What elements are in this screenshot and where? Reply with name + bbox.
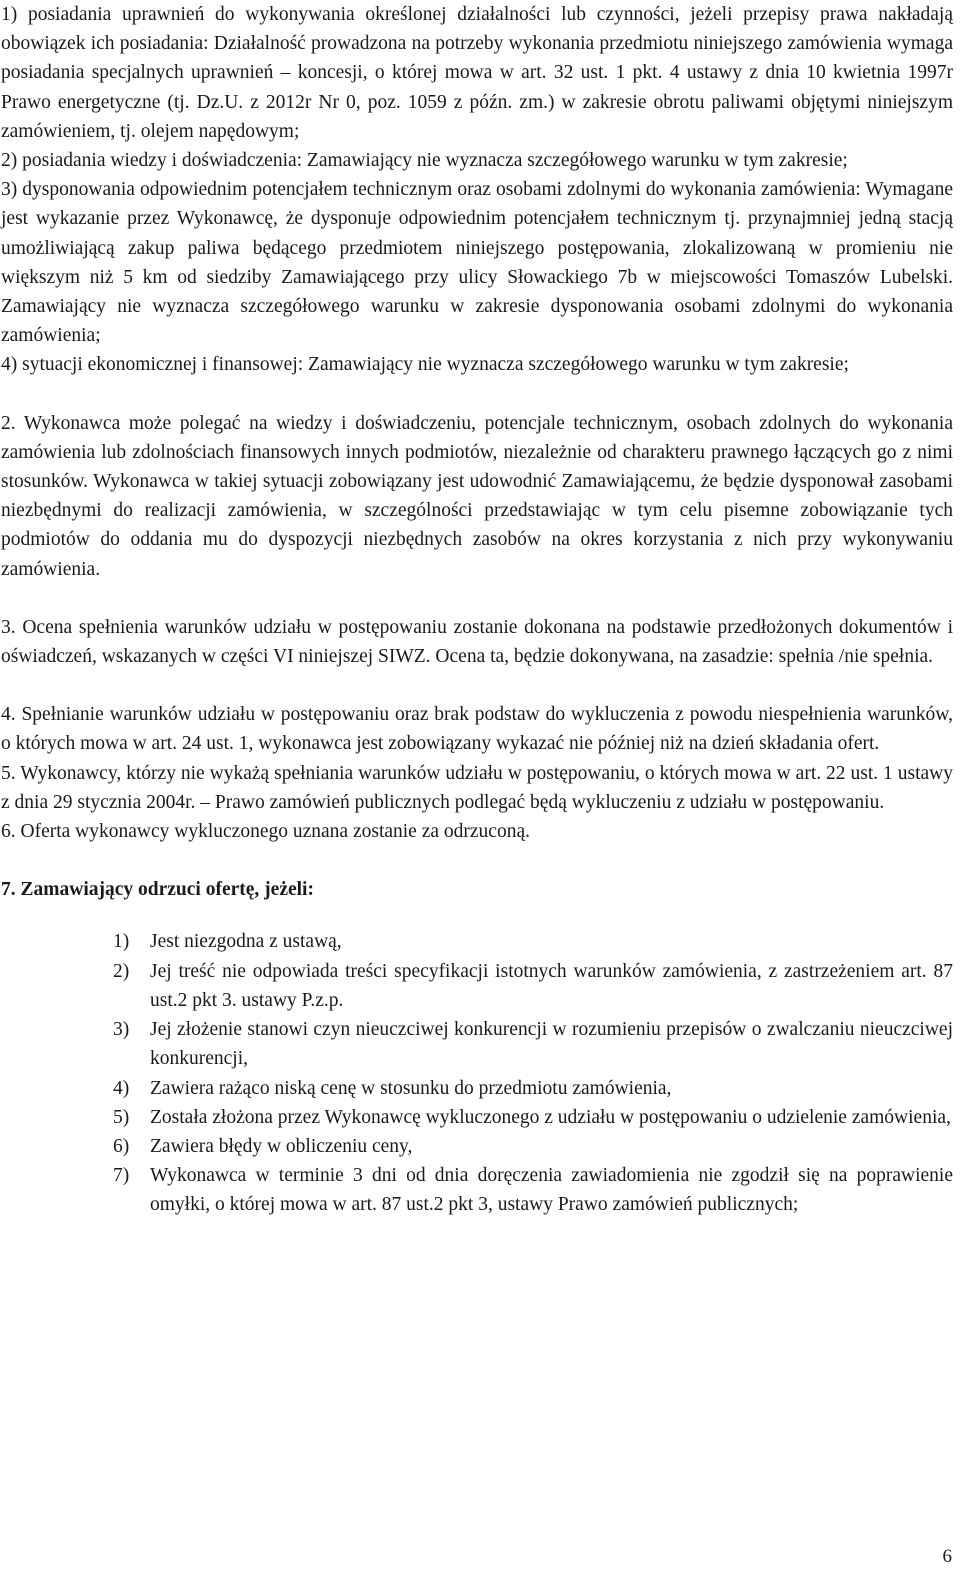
list-item-number: 3) <box>113 1019 130 1041</box>
list-item <box>1 1074 953 1103</box>
list-item-number: 6) <box>113 1135 130 1157</box>
rejection-reasons-list <box>1 927 953 1219</box>
list-item-number: 4) <box>113 1077 130 1099</box>
list-item-number: 7) <box>113 1165 130 1187</box>
condition-item-4: 4) sytuacji ekonomicznej i finansowej: Zamawiający nie wyznacza szczegółowego warunku w tym zakresie; <box>1 354 849 376</box>
list-item-text: Została złożona przez Wykonawcę wykluczonego z udziału w postępowaniu o udzielenie zamówienia, <box>150 1106 951 1128</box>
list-item-text: Jej treść nie odpowiada treści specyfikacji istotnych warunków zamówienia, z zastrzeżeniem art. 87 ust.2 pkt 3. ustawy P.z.p. <box>150 960 953 1011</box>
list-item-text: Wykonawca w terminie 3 dni od dnia doręczenia zawiadomienia nie zgodził się na poprawienie omyłki, o której mowa w art. 87 ust.2 pkt 3, ustawy Prawo zamówień publicznych; <box>150 1165 953 1216</box>
list-item <box>1 927 953 956</box>
list-item-text: Jej złożenie stanowi czyn nieuczciwej konkurencji w rozumieniu przepisów o zwalczaniu nieuczciwej konkurencji, <box>150 1019 953 1070</box>
section-4-paragraph: 4. Spełnianie warunków udziału w postępowaniu oraz brak podstaw do wykluczenia z powodu niespełnienia warunków, o których mowa w art. 24 ust. 1, wykonawca jest zobowiązany wykazać nie później niż na dzień składania ofert. <box>1 704 953 755</box>
condition-item-1: 1) posiadania uprawnień do wykonywania określonej działalności lub czynności, jeżeli przepisy prawa nakładają obowiązek ich posiadania: Działalność prowadzona na potrzeby wykonania przedmiotu niniejszego zamówienia wymaga posiadania specjalnych uprawnień – koncesji, o której mowa w art. 32 ust. 1 pkt. 4 ustawy z dnia 10 kwietnia 1997r Prawo energetyczne (tj. Dz.U. z 2012r Nr 0, poz. 1059 z późn. zm.) w zakresie obrotu paliwami objętymi niniejszym zamówieniem, tj. olejem napędowym; <box>1 4 953 142</box>
list-item <box>1 1015 953 1073</box>
section-7-heading: 7. Zamawiający odrzuci ofertę, jeżeli: <box>1 879 314 901</box>
condition-item-3: 3) dysponowania odpowiednim potencjałem technicznym oraz osobami zdolnymi do wykonania zamówienia: Wymagane jest wykazanie przez Wykonawcę, że dysponuje odpowiednim potencjałem technicznym tj. przynajmniej jedną stacją umożliwiającą zakup paliwa będącego przedmiotem niniejszego postępowania, zlokalizowaną w promieniu nie większym niż 5 km od siedziby Zamawiającego przy ulicy Słowackiego 7b w miejscowości Tomaszów Lubelski. Zamawiający nie wyznacza szczegółowego warunku w zakresie dysponowania osobami zdolnymi do wykonania zamówienia; <box>1 179 953 347</box>
section-2-paragraph: 2. Wykonawca może polegać na wiedzy i doświadczeniu, potencjale technicznym, osobach zdolnych do wykonania zamówienia lub zdolnościach finansowych innych podmiotów, niezależnie od charakteru prawnego łączących go z nimi stosunków. Wykonawca w takiej sytuacji zobowiązany jest udowodnić Zamawiającemu, że będzie dysponował zasobami niezbędnymi do realizacji zamówienia, w szczególności przedstawiając w tym celu pisemne zobowiązanie tych podmiotów do oddania mu do dyspozycji niezbędnych zasobów na okres korzystania z nich przy wykonywaniu zamówienia. <box>1 412 953 580</box>
list-item-number: 5) <box>113 1106 130 1128</box>
list-item <box>1 1132 953 1161</box>
section-5-paragraph: 5. Wykonawcy, którzy nie wykażą spełniania warunków udziału w postępowaniu, o których mowa w art. 22 ust. 1 ustawy z dnia 29 stycznia 2004r. – Prawo zamówień publicznych podlegać będą wykluczeniu z udziału w postępowaniu. <box>1 762 953 813</box>
list-item-number: 1) <box>113 931 130 953</box>
list-item-text: Jest niezgodna z ustawą, <box>150 931 342 953</box>
list-item <box>1 957 953 1015</box>
section-3-paragraph: 3. Ocena spełnienia warunków udziału w postępowaniu zostanie dokonana na podstawie przedłożonych dokumentów i oświadczeń, wskazanych w części VI niniejszej SIWZ. Ocena ta, będzie dokonywana, na zasadzie: spełnia /nie spełnia. <box>1 616 953 668</box>
list-item <box>1 1161 953 1219</box>
page-number: 6 <box>942 1546 952 1567</box>
section-6-paragraph: 6. Oferta wykonawcy wykluczonego uznana zostanie za odrzuconą. <box>1 821 530 843</box>
list-item-text: Zawiera rażąco niską cenę w stosunku do przedmiotu zamówienia, <box>150 1077 672 1099</box>
list-item-text: Zawiera błędy w obliczeniu ceny, <box>150 1135 413 1157</box>
list-item-number: 2) <box>113 960 130 982</box>
list-item <box>1 1103 953 1132</box>
condition-item-2: 2) posiadania wiedzy i doświadczenia: Zamawiający nie wyznacza szczegółowego warunku w tym zakresie; <box>1 150 848 172</box>
